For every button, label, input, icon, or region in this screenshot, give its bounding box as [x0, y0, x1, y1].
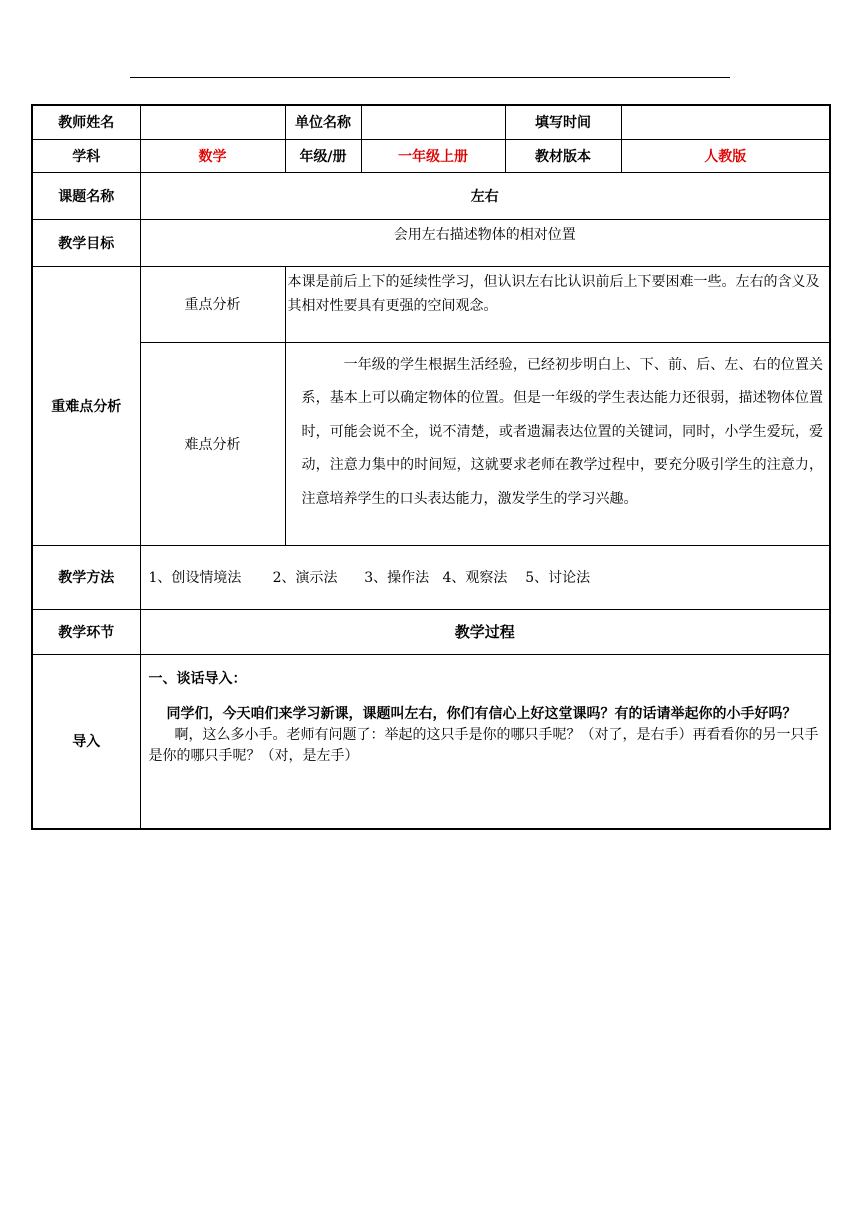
- row-difficulty-analysis: [32, 342, 830, 545]
- method-item: 5、讨论法: [525, 570, 591, 586]
- row-teacher-info: [32, 105, 830, 139]
- difficulty-analysis-text: 一年级的学生根据生活经验，已经初步明白上、下、前、后、左、右的位置关系，基本上可以确定物体的位置。但是一年级的学生表达能力还很弱，描述物体位置时，可能会说不全，说不清楚，或者遗漏表达位置的关键词，同时，小学生爱玩，爱动，注意力集中的时间短，这就要求老师在教学过程中，要充分吸引学生的注意力，注意培养学生的口头表达能力，激发学生的学习兴趣。: [301, 356, 823, 507]
- lesson-title-value: 左右: [140, 172, 830, 219]
- intro-heading: 一、谈话导入：: [148, 670, 247, 687]
- header-rule: [130, 77, 730, 78]
- intro-paragraph-2: 啊，这么多小手。老师有问题了：举起的这只手是你的哪只手呢？（对了，是右手）再看看你的另一只手是你的哪只手呢？（对，是左手）: [148, 726, 819, 764]
- row-intro: [32, 654, 830, 829]
- lesson-plan-table: [31, 104, 831, 830]
- difficulty-analysis-label: 难点分析: [140, 342, 285, 545]
- teaching-stage-label: 教学环节: [32, 609, 140, 654]
- intro-label: 导入: [32, 654, 140, 829]
- unit-name-label: 单位名称: [285, 105, 361, 139]
- row-subject-info: [32, 139, 830, 172]
- method-item: 2、演示法: [272, 570, 338, 586]
- subject-label: 学科: [32, 139, 140, 172]
- lesson-title-label: 课题名称: [32, 172, 140, 219]
- teaching-goal-value: 会用左右描述物体的相对位置: [140, 219, 830, 266]
- edition-label: 教材版本: [505, 139, 621, 172]
- difficulty-analysis-cell: [285, 342, 830, 545]
- teaching-methods-label: 教学方法: [32, 545, 140, 609]
- teaching-process-title: 教学过程: [140, 609, 830, 654]
- method-item: 4、观察法: [442, 570, 508, 586]
- row-teaching-goal: [32, 219, 830, 266]
- key-analysis-label: 重点分析: [140, 266, 285, 342]
- intro-paragraph-1: 同学们，今天咱们来学习新课，课题叫左右，你们有信心上好这堂课吗？有的话请举起你的小手好吗？: [166, 705, 797, 722]
- teacher-name-label: 教师姓名: [32, 105, 140, 139]
- teaching-goal-label: 教学目标: [32, 219, 140, 266]
- fill-date-value: [621, 105, 830, 139]
- grade-value: 一年级上册: [361, 139, 505, 172]
- key-analysis-text: 本课是前后上下的延续性学习，但认识左右比认识前后上下要困难一些。左右的含义及其相对性要具有更强的空间观念。: [285, 266, 830, 342]
- row-teaching-methods: [32, 545, 830, 609]
- teaching-methods-cell: [140, 545, 830, 609]
- method-item: 3、操作法: [364, 570, 430, 586]
- row-key-analysis: [32, 266, 830, 342]
- subject-value: 数学: [140, 139, 285, 172]
- method-item: 1、创设情境法: [148, 570, 242, 586]
- grade-label: 年级/册: [285, 139, 361, 172]
- edition-value: 人教版: [621, 139, 830, 172]
- analysis-label: 重难点分析: [32, 266, 140, 545]
- intro-content: [140, 654, 830, 829]
- fill-date-label: 填写时间: [505, 105, 621, 139]
- row-lesson-title: [32, 172, 830, 219]
- row-teaching-process: [32, 609, 830, 654]
- teacher-name-value: [140, 105, 285, 139]
- unit-name-value: [361, 105, 505, 139]
